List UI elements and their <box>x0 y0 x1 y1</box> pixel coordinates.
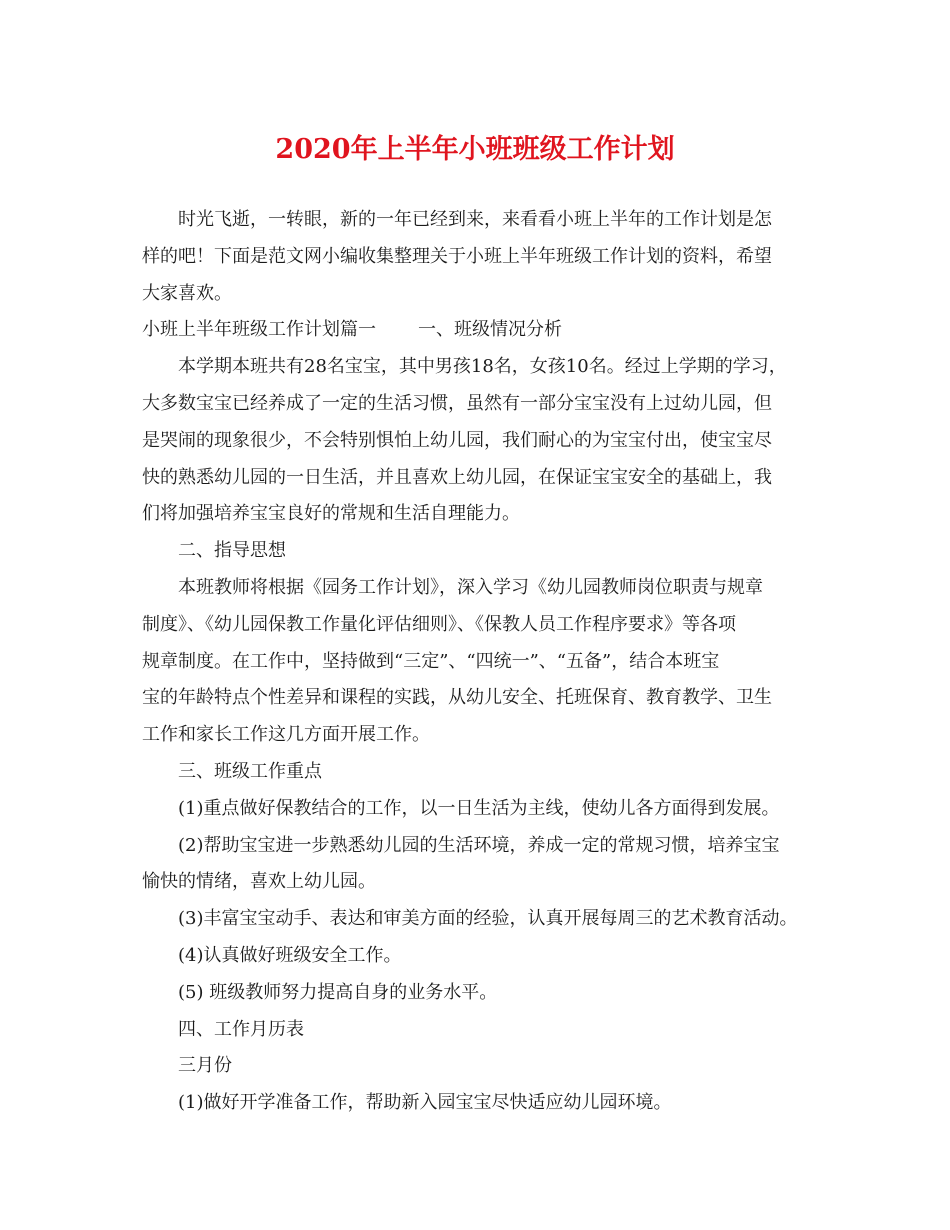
paragraph-line: 规章制度。在工作中，坚持做到“三定”、“四统一”、“五备”，结合本班宝 <box>142 650 720 672</box>
paragraph-line: 快的熟悉幼儿园的一日生活，并且喜欢上幼儿园，在保证宝宝安全的基础上，我 <box>142 466 772 488</box>
list-item-continuation: 愉快的情绪，喜欢上幼儿园。 <box>142 871 376 893</box>
paragraph-line: 制度》、《幼儿园保教工作量化评估细则》、《保教人员工作程序要求》等各项 <box>142 613 736 635</box>
list-item: (3)丰富宝宝动手、表达和审美方面的经验，认真开展每周三的艺术教育活动。 <box>178 908 798 930</box>
document-body <box>142 202 814 1122</box>
section-heading-3: 三、班级工作重点 <box>178 760 322 782</box>
list-item: (4)认真做好班级安全工作。 <box>178 944 402 966</box>
section-heading-4: 四、工作月历表 <box>178 1018 304 1040</box>
list-item: (5) 班级教师努力提高自身的业务水平。 <box>178 981 498 1003</box>
intro-line-3: 大家喜欢。 <box>142 282 232 304</box>
paragraph-line: 大多数宝宝已经养成了一定的生活习惯，虽然有一部分宝宝没有上过幼儿园，但 <box>142 392 772 414</box>
paragraph-line: 宝的年龄特点个性差异和课程的实践，从幼儿安全、托班保育、教育教学、卫生 <box>142 687 772 709</box>
list-item: (1)做好开学准备工作，帮助新入园宝宝尽快适应幼儿园环境。 <box>178 1092 672 1114</box>
paragraph-line: 是哭闹的现象很少，不会特别惧怕上幼儿园，我们耐心的为宝宝付出，使宝宝尽 <box>142 429 772 451</box>
list-item: (2)帮助宝宝进一步熟悉幼儿园的生活环境，养成一定的常规习惯，培养宝宝 <box>178 834 780 856</box>
list-item: (1)重点做好保教结合的工作，以一日生活为主线，使幼儿各方面得到发展。 <box>178 797 780 819</box>
paragraph-line: 工作和家长工作这几方面开展工作。 <box>142 724 430 746</box>
intro-line-2: 样的吧！下面是范文网小编收集整理关于小班上半年班级工作计划的资料，希望 <box>142 245 772 267</box>
paragraph-line: 们将加强培养宝宝良好的常规和生活自理能力。 <box>142 503 520 525</box>
month-heading: 三月份 <box>178 1055 232 1077</box>
section-heading-1: 一、班级情况分析 <box>418 319 562 341</box>
intro-line-1: 时光飞逝，一转眼，新的一年已经到来，来看看小班上半年的工作计划是怎 <box>178 209 772 230</box>
article-heading: 小班上半年班级工作计划篇一 <box>142 319 376 341</box>
section-heading-line <box>142 312 814 349</box>
paragraph-line: 本班教师将根据《园务工作计划》，深入学习《幼儿园教师岗位职责与规章 <box>178 576 763 598</box>
document-title: 2020年上半年小班班级工作计划 <box>275 134 675 165</box>
section-heading-2: 二、指导思想 <box>178 540 286 562</box>
paragraph-line: 本学期本班共有28名宝宝，其中男孩18名，女孩10名。经过上学期的学习， <box>178 356 787 378</box>
